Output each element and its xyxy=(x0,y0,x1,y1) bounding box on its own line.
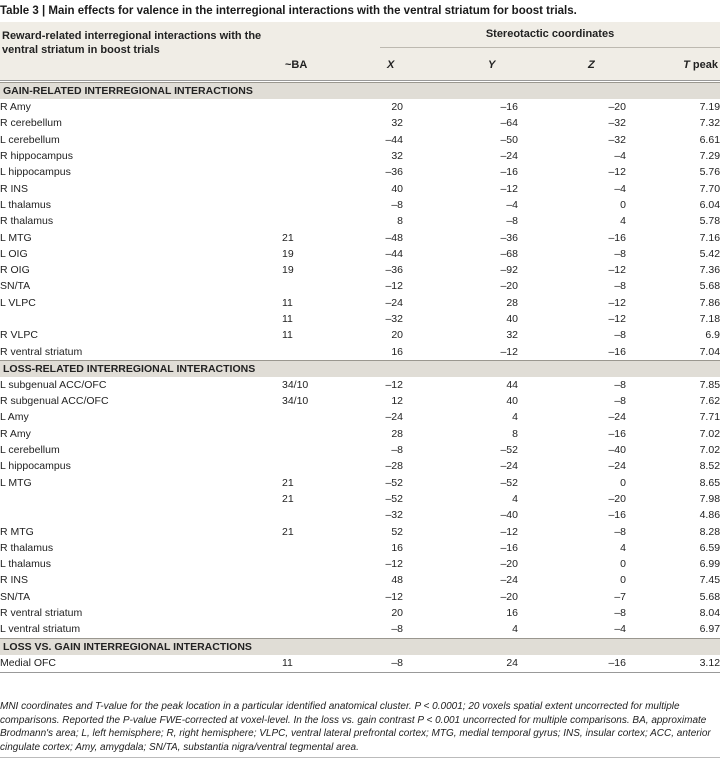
cell-region: L ventral striatum xyxy=(0,623,81,636)
cell-ba xyxy=(282,409,365,425)
cell-z: –8 xyxy=(614,280,626,293)
cell-x: –36 xyxy=(385,166,403,179)
header-stereotactic: Stereotactic coordinates xyxy=(485,28,615,40)
cell-t: 7.86 xyxy=(699,296,720,309)
cell-t: 5.68 xyxy=(699,590,720,603)
cell-y: –24 xyxy=(500,460,518,473)
table-row xyxy=(0,343,720,360)
cell-y: –24 xyxy=(500,574,518,587)
cell-x: –52 xyxy=(385,492,403,505)
cell-y: –52 xyxy=(500,444,518,457)
cell-y: –16 xyxy=(500,101,518,114)
cell-t: 7.02 xyxy=(699,427,720,440)
cell-ba: 11 xyxy=(282,656,293,669)
cell-x: 8 xyxy=(397,215,403,228)
section-header xyxy=(0,360,720,377)
cell-region xyxy=(0,507,282,523)
cell-region: R ventral striatum xyxy=(0,345,83,358)
cell-y: –68 xyxy=(500,247,518,260)
cell-t: 3.12 xyxy=(699,656,720,669)
cell-y: –36 xyxy=(500,231,518,244)
cell-x: 48 xyxy=(391,574,403,587)
cell-t: 6.99 xyxy=(699,558,720,571)
cell-region: L cerebellum xyxy=(0,133,60,146)
cell-x: 40 xyxy=(391,182,403,195)
cell-ba: 21 xyxy=(282,476,294,489)
cell-region: L cerebellum xyxy=(0,444,60,457)
cell-ba xyxy=(282,180,365,196)
table-row xyxy=(0,295,720,311)
cell-ba xyxy=(282,148,365,164)
cell-y: –8 xyxy=(506,215,518,228)
cell-t: 5.76 xyxy=(699,166,720,179)
cell-region: L MTG xyxy=(0,476,32,489)
cell-region: R cerebellum xyxy=(0,117,62,130)
cell-z: –12 xyxy=(608,296,626,309)
cell-y: –20 xyxy=(500,590,518,603)
cell-region: R Amy xyxy=(0,101,31,114)
cell-region: L OIG xyxy=(0,247,28,260)
cell-t: 7.29 xyxy=(699,150,720,163)
cell-t: 8.52 xyxy=(699,460,720,473)
header-divider xyxy=(380,47,720,48)
cell-t: 7.70 xyxy=(699,182,720,195)
table-row xyxy=(0,377,720,393)
cell-t: 7.18 xyxy=(699,313,720,325)
cell-t: 6.97 xyxy=(699,623,720,636)
cell-y: –20 xyxy=(500,558,518,571)
cell-region: L subgenual ACC/OFC xyxy=(0,378,107,391)
footnote-rule xyxy=(0,757,720,758)
cell-z: –8 xyxy=(614,329,626,342)
cell-z: –16 xyxy=(608,427,626,440)
cell-ba xyxy=(282,343,365,360)
cell-x: 28 xyxy=(391,427,403,440)
cell-z: –8 xyxy=(614,378,626,391)
cell-z: –8 xyxy=(614,607,626,620)
cell-x: –12 xyxy=(385,558,403,571)
cell-ba xyxy=(282,164,365,180)
cell-region: R ventral striatum xyxy=(0,607,83,620)
cell-ba xyxy=(282,213,365,229)
table-row xyxy=(0,458,720,474)
cell-z: –8 xyxy=(614,247,626,260)
cell-y: 40 xyxy=(506,395,518,408)
cell-x: –12 xyxy=(385,378,403,391)
table-row xyxy=(0,475,720,491)
cell-region: R thalamus xyxy=(0,215,54,228)
cell-x: 20 xyxy=(391,329,403,342)
table-bottom-rule xyxy=(0,672,720,673)
cell-ba xyxy=(282,540,365,556)
cell-z: –32 xyxy=(608,117,626,130)
cell-z: –20 xyxy=(608,492,626,505)
cell-x: –36 xyxy=(385,264,403,277)
cell-t: 5.78 xyxy=(699,215,720,228)
cell-x: –8 xyxy=(391,623,403,636)
cell-y: –20 xyxy=(500,280,518,293)
section-header xyxy=(0,638,720,655)
cell-y: –12 xyxy=(500,182,518,195)
cell-t: 8.65 xyxy=(699,476,720,489)
cell-ba xyxy=(282,572,365,588)
cell-region: L VLPC xyxy=(0,296,36,309)
cell-ba xyxy=(282,605,365,621)
cell-ba xyxy=(282,426,365,442)
table-row xyxy=(0,572,720,588)
cell-region: R hippocampus xyxy=(0,150,73,163)
cell-y: –12 xyxy=(500,345,518,358)
cell-y: –40 xyxy=(500,509,518,522)
table-row xyxy=(0,197,720,213)
cell-x: 52 xyxy=(391,525,403,538)
cell-ba: 34/10 xyxy=(282,378,309,391)
table-row xyxy=(0,327,720,343)
table-row xyxy=(0,213,720,229)
cell-z: –8 xyxy=(614,525,626,538)
cell-z: –24 xyxy=(608,460,626,473)
cell-region xyxy=(0,491,282,507)
cell-ba: 21 xyxy=(282,492,294,505)
cell-z: –16 xyxy=(608,509,626,522)
cell-y: –16 xyxy=(500,166,518,179)
section-title: GAIN-RELATED INTERREGIONAL INTERACTIONS xyxy=(0,83,720,100)
cell-t: 7.16 xyxy=(699,231,720,244)
section-title: LOSS VS. GAIN INTERREGIONAL INTERACTIONS xyxy=(0,638,720,655)
cell-ba: 11 xyxy=(282,313,293,325)
cell-y: 4 xyxy=(512,623,518,636)
cell-z: –4 xyxy=(614,150,626,163)
cell-z: –4 xyxy=(614,182,626,195)
cell-y: –64 xyxy=(500,117,518,130)
cell-x: –28 xyxy=(385,460,403,473)
cell-t: 7.71 xyxy=(699,411,720,424)
cell-ba: 19 xyxy=(282,264,294,277)
cell-y: –16 xyxy=(500,541,518,554)
cell-t: 7.04 xyxy=(699,345,720,358)
cell-z: –40 xyxy=(608,444,626,457)
cell-y: –52 xyxy=(500,476,518,489)
section-title: LOSS-RELATED INTERREGIONAL INTERACTIONS xyxy=(0,360,720,377)
data-table xyxy=(0,82,720,671)
table-row xyxy=(0,523,720,539)
table-row xyxy=(0,491,720,507)
cell-t: 7.45 xyxy=(699,574,720,587)
table-row xyxy=(0,589,720,605)
cell-region: R VLPC xyxy=(0,329,38,342)
cell-ba xyxy=(282,589,365,605)
cell-y: 44 xyxy=(506,378,518,391)
cell-y: –4 xyxy=(506,198,518,211)
table-row xyxy=(0,556,720,572)
table-row xyxy=(0,278,720,294)
table-row xyxy=(0,409,720,425)
cell-x: 20 xyxy=(391,101,403,114)
cell-region: R MTG xyxy=(0,525,34,538)
cell-t: 6.9 xyxy=(705,329,720,342)
cell-x: 20 xyxy=(391,607,403,620)
cell-ba: 11 xyxy=(282,296,293,309)
cell-ba xyxy=(282,115,365,131)
cell-x: –24 xyxy=(385,296,403,309)
cell-x: –32 xyxy=(385,509,403,522)
table-row xyxy=(0,507,720,523)
cell-t: 5.68 xyxy=(699,280,720,293)
cell-t: 7.98 xyxy=(699,492,720,505)
table-row xyxy=(0,426,720,442)
cell-x: –8 xyxy=(391,656,403,669)
cell-region: R INS xyxy=(0,182,29,195)
table-row xyxy=(0,180,720,196)
cell-y: 8 xyxy=(512,427,518,440)
header-col-t: T peak xyxy=(683,59,718,71)
cell-region: L thalamus xyxy=(0,558,51,571)
cell-z: –12 xyxy=(608,264,626,277)
cell-x: –8 xyxy=(391,444,403,457)
cell-y: 4 xyxy=(512,492,518,505)
cell-t: 6.04 xyxy=(699,198,720,211)
table-row xyxy=(0,621,720,638)
cell-region: Medial OFC xyxy=(0,656,57,669)
cell-y: 32 xyxy=(506,329,518,342)
cell-y: 16 xyxy=(506,607,518,620)
cell-y: –92 xyxy=(500,264,518,277)
cell-x: 32 xyxy=(391,150,403,163)
table-row xyxy=(0,605,720,621)
cell-y: 40 xyxy=(506,313,518,325)
cell-z: 4 xyxy=(620,541,626,554)
table-row xyxy=(0,148,720,164)
table-row xyxy=(0,229,720,245)
cell-t: 4.86 xyxy=(699,509,720,522)
cell-z: –12 xyxy=(608,166,626,179)
cell-x: –12 xyxy=(385,280,403,293)
cell-t: 7.62 xyxy=(699,395,720,408)
cell-ba xyxy=(282,621,365,638)
cell-z: 4 xyxy=(620,215,626,228)
cell-z: –24 xyxy=(608,411,626,424)
table-row xyxy=(0,262,720,278)
table-row xyxy=(0,311,720,327)
cell-region: SN/TA xyxy=(0,280,31,293)
cell-region: L hippocampus xyxy=(0,166,71,179)
table-row xyxy=(0,393,720,409)
cell-y: –50 xyxy=(500,133,518,146)
header-col-y: Y xyxy=(488,59,496,71)
cell-z: –12 xyxy=(608,313,626,325)
cell-x: –44 xyxy=(385,133,403,146)
cell-region: R subgenual ACC/OFC xyxy=(0,395,109,408)
cell-z: –8 xyxy=(614,395,626,408)
cell-ba xyxy=(282,442,365,458)
header-col-z: Z xyxy=(588,59,595,71)
table-row xyxy=(0,655,720,671)
cell-t: 7.02 xyxy=(699,444,720,457)
header-col-ba: ~BA xyxy=(285,59,308,71)
cell-x: –24 xyxy=(385,411,403,424)
section-header xyxy=(0,83,720,100)
cell-z: 0 xyxy=(620,558,626,571)
cell-y: 24 xyxy=(506,656,518,669)
cell-x: 16 xyxy=(391,541,403,554)
cell-t: 7.19 xyxy=(699,101,720,114)
table-row xyxy=(0,99,720,115)
cell-z: 0 xyxy=(620,198,626,211)
table-row xyxy=(0,164,720,180)
cell-x: –48 xyxy=(385,231,403,244)
table-row xyxy=(0,132,720,148)
cell-x: –44 xyxy=(385,247,403,260)
cell-x: 12 xyxy=(391,395,403,408)
cell-z: 0 xyxy=(620,574,626,587)
cell-ba: 21 xyxy=(282,525,294,538)
cell-ba xyxy=(282,132,365,148)
cell-z: –16 xyxy=(608,656,626,669)
cell-y: –12 xyxy=(500,525,518,538)
header-bottom-rule xyxy=(0,80,720,81)
cell-ba: 34/10 xyxy=(282,395,309,408)
cell-region: L Amy xyxy=(0,411,29,424)
cell-region: SN/TA xyxy=(0,590,31,603)
table-footnote: MNI coordinates and T-value for the peak location in a particular identified anatomical cluster. P < 0.0001; 20 voxels spatial extent uncorrected for multiple comparisons. Reported the P-value FWE-corrected at voxel-level. In the loss vs. gain contrast P < 0.001 uncorrected for multiple comparisons. BA, approximate Brodmann's area; L, left hemisphere; R, right hemisphere; VLPC, ventral lateral prefrontal cortex; MTG, medial temporal gyrus; INS, insular cortex; ACC, anterior cingulate cortex; Amy, amygdala; SN/TA, substantia nigra/ventral tegmental area. xyxy=(0,701,711,753)
cell-x: –52 xyxy=(385,476,403,489)
cell-x: –8 xyxy=(391,198,403,211)
table-row xyxy=(0,115,720,131)
header-description: Reward-related interregional interactions with the ventral striatum in boost trials xyxy=(2,30,262,56)
cell-t: 5.42 xyxy=(699,247,720,260)
cell-t: 7.85 xyxy=(699,378,720,391)
cell-y: –24 xyxy=(500,150,518,163)
table-header xyxy=(0,22,720,80)
cell-ba xyxy=(282,507,365,523)
cell-region: L thalamus xyxy=(0,198,51,211)
cell-region: L MTG xyxy=(0,231,32,244)
cell-region: L hippocampus xyxy=(0,460,71,473)
cell-y: 28 xyxy=(506,296,518,309)
cell-t: 7.36 xyxy=(699,264,720,277)
table-row xyxy=(0,246,720,262)
cell-z: –32 xyxy=(608,133,626,146)
table-row xyxy=(0,442,720,458)
cell-x: –12 xyxy=(385,590,403,603)
cell-x: 16 xyxy=(391,345,403,358)
cell-ba xyxy=(282,556,365,572)
cell-z: –16 xyxy=(608,345,626,358)
cell-region: R OIG xyxy=(0,264,30,277)
cell-x: 32 xyxy=(391,117,403,130)
cell-x: –32 xyxy=(385,313,403,325)
cell-z: 0 xyxy=(620,476,626,489)
header-col-x: X xyxy=(387,59,395,71)
cell-ba xyxy=(282,458,365,474)
cell-ba: 19 xyxy=(282,247,294,260)
cell-ba: 21 xyxy=(282,231,294,244)
cell-z: –7 xyxy=(614,590,626,603)
cell-y: 4 xyxy=(512,411,518,424)
cell-t: 7.32 xyxy=(699,117,720,130)
cell-z: –16 xyxy=(608,231,626,244)
cell-z: –4 xyxy=(614,623,626,636)
cell-ba xyxy=(282,197,365,213)
cell-ba xyxy=(282,99,365,115)
table-caption: Table 3 | Main effects for valence in the interregional interactions with the ventral striatum for boost trials. xyxy=(0,5,577,17)
cell-region: R Amy xyxy=(0,427,31,440)
cell-t: 6.59 xyxy=(699,541,720,554)
cell-z: –20 xyxy=(608,101,626,114)
cell-t: 8.04 xyxy=(699,607,720,620)
cell-t: 6.61 xyxy=(699,133,720,146)
cell-ba: 11 xyxy=(282,329,293,342)
cell-region: R INS xyxy=(0,574,29,587)
cell-t: 8.28 xyxy=(699,525,720,538)
cell-region xyxy=(0,311,282,327)
cell-region: R thalamus xyxy=(0,541,54,554)
table-row xyxy=(0,540,720,556)
cell-ba xyxy=(282,278,365,294)
